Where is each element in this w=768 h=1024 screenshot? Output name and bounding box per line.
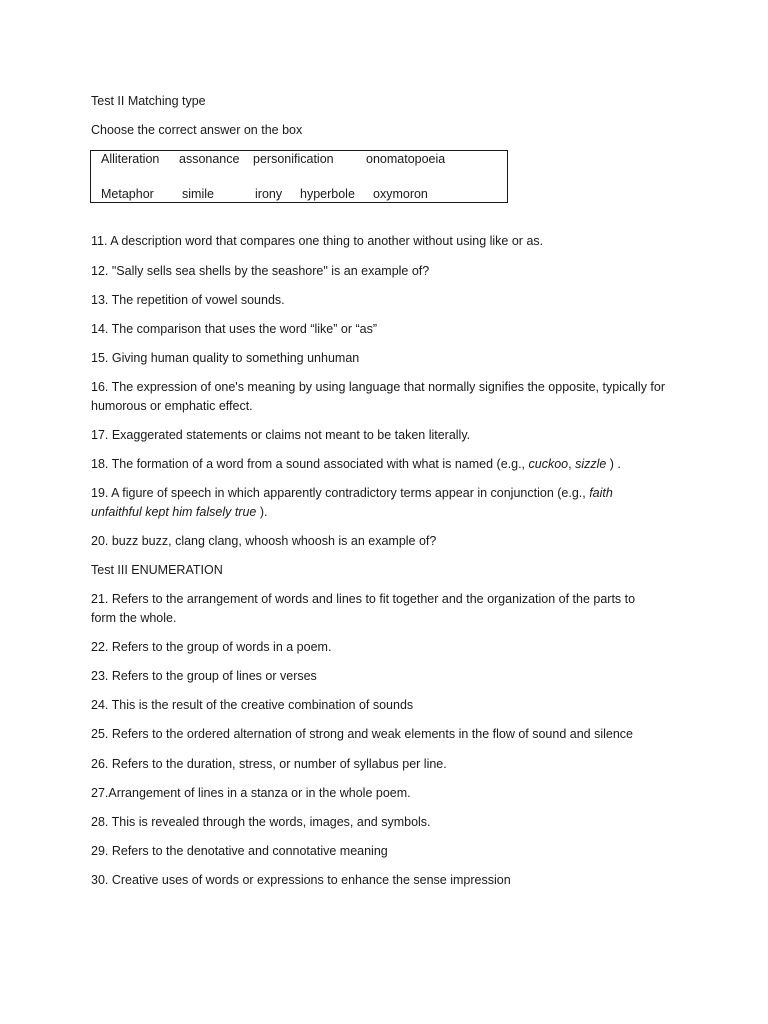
test3-heading: Test III ENUMERATION — [91, 563, 223, 577]
choice-oxymoron: oxymoron — [373, 187, 428, 201]
question-24: 24. This is the result of the creative combination of sounds — [91, 698, 414, 712]
question-16-line2: humorous or emphatic effect. — [91, 399, 253, 413]
question-28: 28. This is revealed through the words, images, and symbols. — [91, 815, 431, 829]
choice-assonance: assonance — [179, 152, 240, 166]
choice-metaphor: Metaphor — [101, 187, 154, 201]
test2-heading: Test II Matching type — [91, 94, 206, 108]
question-17: 17. Exaggerated statements or claims not meant to be taken literally. — [91, 428, 471, 442]
question-14: 14. The comparison that uses the word “like” or “as” — [91, 322, 378, 336]
question-29: 29. Refers to the denotative and connotative meaning — [91, 844, 388, 858]
example-unfaithful: unfaithful kept him falsely true — [91, 505, 257, 519]
question-12: 12. "Sally sells sea shells by the seashore" is an example of? — [91, 264, 430, 278]
question-30: 30. Creative uses of words or expressions to enhance the sense impression — [91, 873, 511, 887]
question-22: 22. Refers to the group of words in a poem. — [91, 640, 332, 654]
choice-personification: personification — [253, 152, 334, 166]
question-18 — [91, 455, 691, 473]
choice-hyperbole: hyperbole — [300, 187, 355, 201]
choice-onomatopoeia: onomatopoeia — [366, 152, 446, 166]
example-faith: faith — [589, 486, 613, 500]
question-19-text: 19. A figure of speech in which apparently contradictory terms appear in conjunction (e.g., — [91, 486, 590, 500]
test2-instruction: Choose the correct answer on the box — [91, 123, 303, 137]
question-18-end: ) . — [606, 457, 621, 471]
question-25: 25. Refers to the ordered alternation of strong and weak elements in the flow of sound and silence — [91, 727, 633, 741]
question-15: 15. Giving human quality to something unhuman — [91, 351, 360, 365]
choice-alliteration: Alliteration — [101, 152, 160, 166]
question-19-line2 — [91, 503, 691, 521]
question-21-line2: form the whole. — [91, 611, 177, 625]
example-sizzle: sizzle — [575, 457, 607, 471]
question-11: 11. A description word that compares one thing to another without using like or as. — [91, 234, 544, 248]
example-cuckoo: cuckoo — [528, 457, 569, 471]
example-separator: , — [568, 457, 576, 471]
question-18-text: 18. The formation of a word from a sound associated with what is named (e.g., — [91, 457, 529, 471]
question-27: 27.Arrangement of lines in a stanza or in the whole poem. — [91, 786, 411, 800]
question-26: 26. Refers to the duration, stress, or number of syllabus per line. — [91, 757, 447, 771]
choice-irony: irony — [255, 187, 283, 201]
question-19-end: ). — [256, 505, 268, 519]
question-21-line1: 21. Refers to the arrangement of words and lines to fit together and the organization of the parts to — [91, 592, 636, 606]
choice-simile: simile — [182, 187, 214, 201]
question-19-line1 — [91, 484, 691, 502]
question-23: 23. Refers to the group of lines or verses — [91, 669, 317, 683]
question-16-line1: 16. The expression of one's meaning by using language that normally signifies the opposite, typically for — [91, 380, 666, 394]
question-13: 13. The repetition of vowel sounds. — [91, 293, 285, 307]
question-20: 20. buzz buzz, clang clang, whoosh whoosh is an example of? — [91, 534, 437, 548]
answer-box — [90, 150, 508, 203]
